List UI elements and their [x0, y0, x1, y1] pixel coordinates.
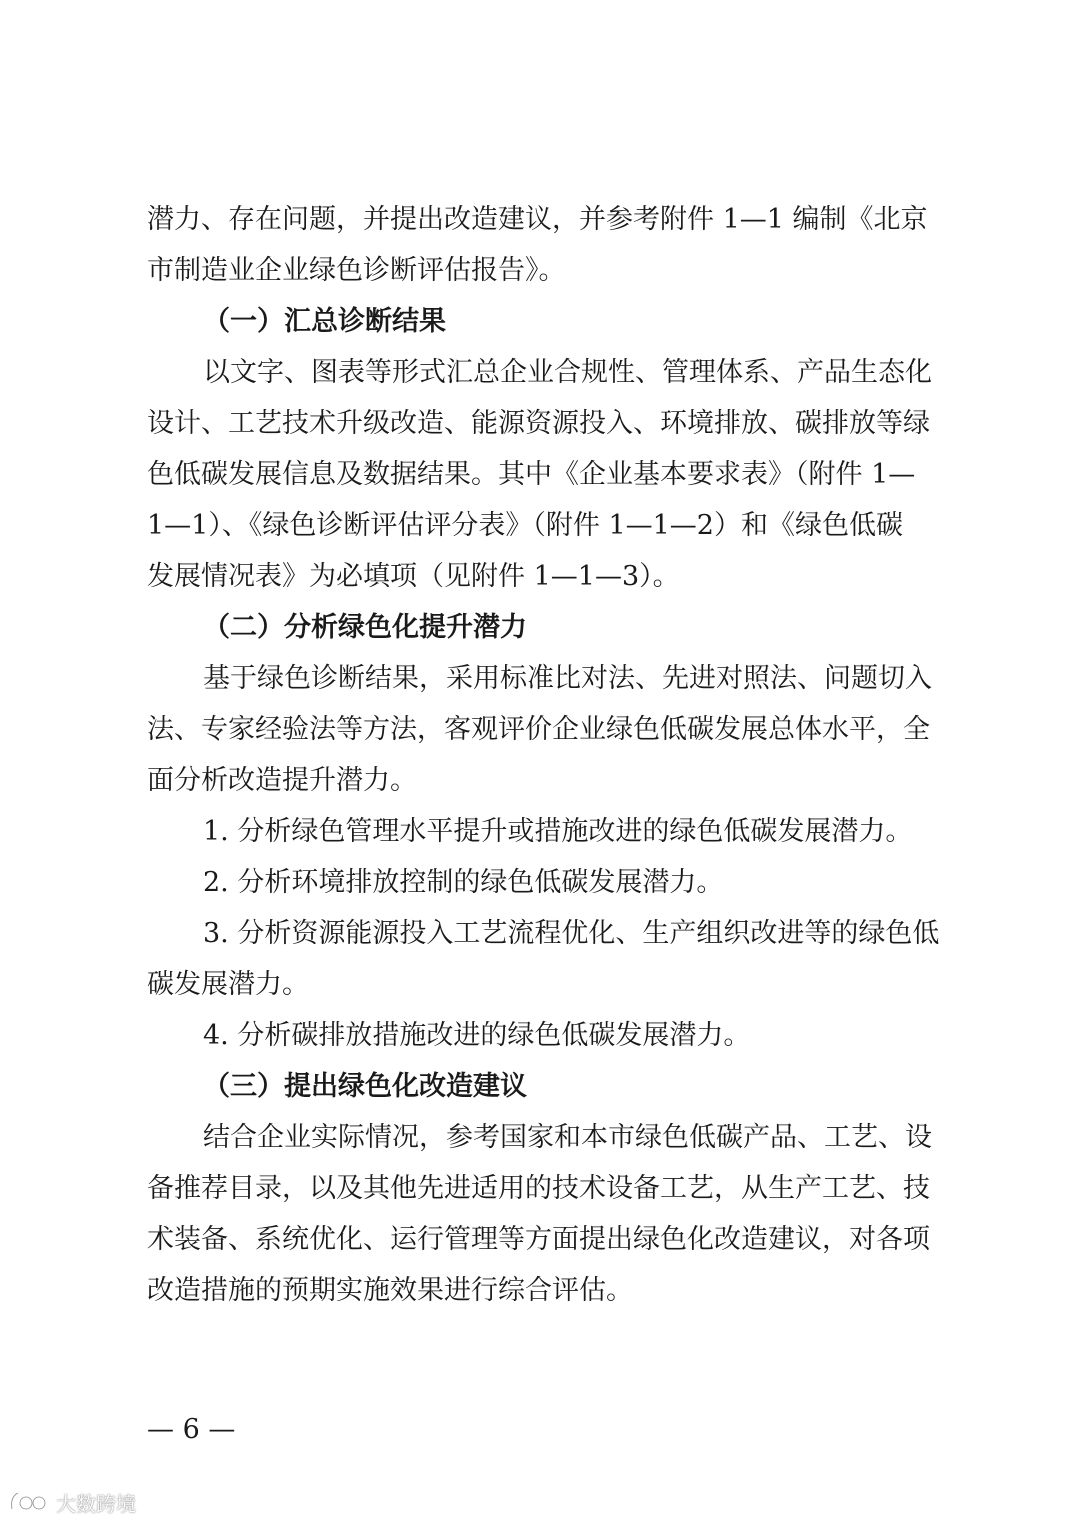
text-line-20: 备推荐目录，以及其他先进适用的技术设备工艺，从生产工艺、技 — [147, 1173, 930, 1204]
text-line-6: 色低碳发展信息及数据结果。其中《企业基本要求表》（附件 1— — [147, 459, 916, 490]
watermark — [8, 1488, 136, 1516]
text-line-8: 发展情况表》为必填项（见附件 1—1—3）。 — [147, 561, 680, 592]
list-item-4: 4. 分析碳排放措施改进的绿色低碳发展潜力。 — [203, 1020, 751, 1051]
section-heading-2: （二）分析绿色化提升潜力 — [203, 612, 527, 643]
text-line-21: 术装备、系统优化、运行管理等方面提出绿色化改造建议，对各项 — [147, 1224, 930, 1255]
text-line-22: 改造措施的预期实施效果进行综合评估。 — [147, 1275, 633, 1306]
text-line-2: 市制造业企业绿色诊断评估报告》。 — [147, 255, 566, 286]
list-item-2: 2. 分析环境排放控制的绿色低碳发展潜力。 — [203, 867, 724, 898]
text-line-11: 法、专家经验法等方法，客观评价企业绿色低碳发展总体水平，全 — [147, 714, 930, 745]
list-item-1: 1. 分析绿色管理水平提升或措施改进的绿色低碳发展潜力。 — [203, 816, 913, 847]
page-number: — 6 — — [147, 1414, 236, 1445]
logo-icon — [8, 1489, 52, 1515]
text-line-19: 结合企业实际情况，参考国家和本市绿色低碳产品、工艺、设 — [203, 1122, 932, 1153]
text-line-7: 1—1）、《绿色诊断评估评分表》（附件 1—1—2）和《绿色低碳 — [147, 510, 903, 541]
list-item-3-cont: 碳发展潜力。 — [147, 969, 309, 1000]
list-item-3: 3. 分析资源能源投入工艺流程优化、生产组织改进等的绿色低 — [203, 918, 940, 949]
text-line-1: 潜力、存在问题，并提出改造建议，并参考附件 1—1 编制《北京 — [147, 204, 928, 235]
text-line-4: 以文字、图表等形式汇总企业合规性、管理体系、产品生态化 — [203, 357, 932, 388]
text-line-5: 设计、工艺技术升级改造、能源资源投入、环境排放、碳排放等绿 — [147, 408, 930, 439]
text-line-10: 基于绿色诊断结果，采用标准比对法、先进对照法、问题切入 — [203, 663, 932, 694]
section-heading-3: （三）提出绿色化改造建议 — [203, 1071, 527, 1102]
watermark-text: 大数跨境 — [56, 1491, 136, 1516]
text-line-12: 面分析改造提升潜力。 — [147, 765, 417, 796]
section-heading-1: （一）汇总诊断结果 — [203, 306, 446, 337]
